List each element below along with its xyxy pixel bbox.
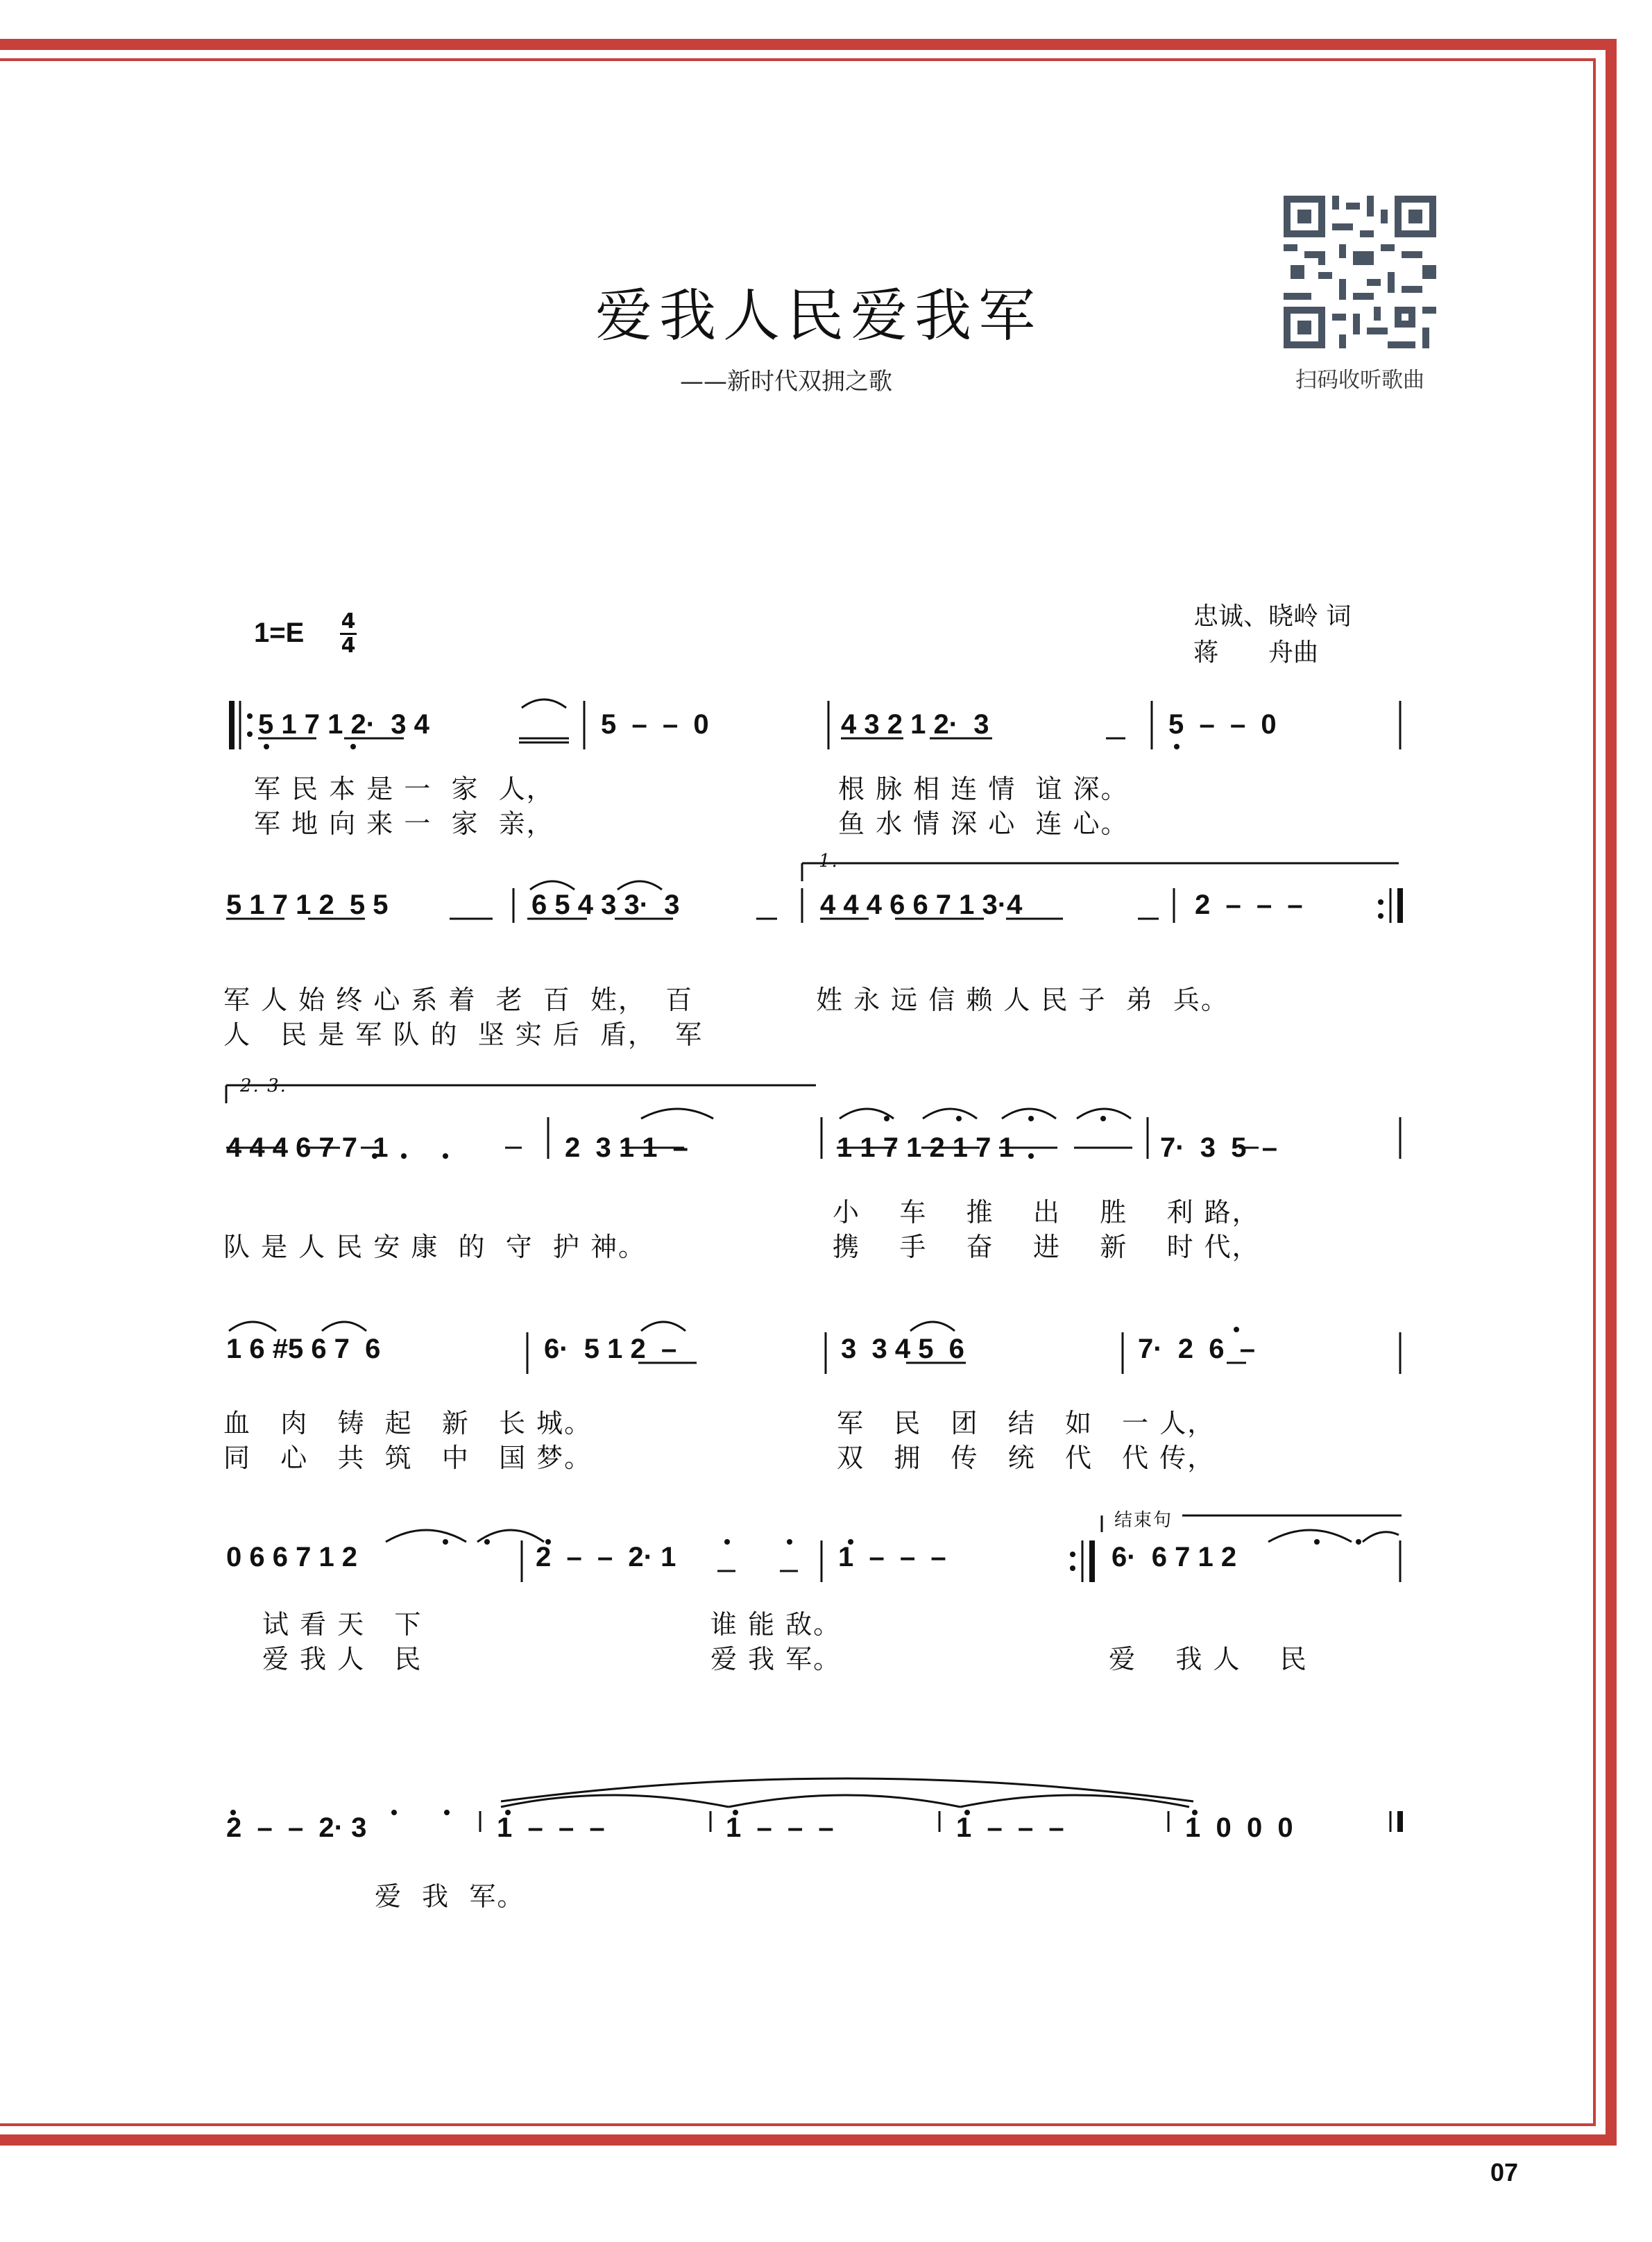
lyric-line: 同 心 共 筑 中 国 梦。 [223,1443,593,1473]
measure: 6· 5 1 2 – [544,1334,677,1364]
measure: 1 – – – [956,1812,1064,1843]
ending-label: 结束句 [1114,1510,1173,1531]
lyric-line: 双 拥 传 统 代 代 传， [837,1443,1216,1473]
page-number: 07 [1490,2158,1519,2186]
lyric-line: 军 民 团 结 如 一 人， [837,1408,1216,1438]
lyric-line: 小 车 推 出 胜 利 路， [833,1197,1260,1228]
lyric-line: 军 人 始 终 心 系 着 老 百 姓， 百 [223,985,694,1015]
measure: 2 – – 2· 1 [536,1542,676,1572]
qr-caption: 扫码收听歌曲 [1295,368,1424,393]
time-signature [339,611,358,657]
volta-label: 2. 3. [240,1076,287,1096]
lyric-line: 队 是 人 民 安 康 的 守 护 神。 [223,1232,646,1262]
measure: 5 – – 0 [1168,709,1277,740]
lyricist-credit: 忠诚、晓岭 词 [1193,602,1352,631]
lyric-line: 根 脉 相 连 情 谊 深。 [838,774,1129,804]
time-signature-top: 4 [341,609,356,634]
measure: 7· 3 5 – [1160,1132,1277,1163]
measure: 1 – – – [726,1812,834,1843]
measure: 5 – – 0 [601,709,709,740]
barlines [0,694,1652,770]
composer-credit: 蒋 舟曲 [1193,638,1319,667]
song-subtitle: ——新时代双拥之歌 [680,368,892,396]
lyric-line: 姓 永 远 信 赖 人 民 子 弟 兵。 [816,985,1229,1015]
measure: 3 3 4 5 6 [841,1334,964,1364]
measure: 7· 2 6 – [1138,1334,1255,1364]
lyric-line: 爱 我 人 民 [1109,1644,1308,1674]
lyric-line: 鱼 水 情 深 心 连 心。 [838,808,1129,839]
measure: 2 – – – [1195,890,1303,920]
measure: 4 4 4 6 6 7 1 3·4 [820,890,1023,920]
measure: 6 5 4 3 3· 3 [531,890,680,920]
lyric-line: 人 民 是 军 队 的 坚 实 后 盾， 军 [223,1019,704,1050]
lyric-line: 爱 我 军。 [375,1881,525,1912]
measure: 5 1 7 1 2· 3 4 [258,709,429,740]
qr-code-icon [1284,196,1436,348]
lyric-line: 血 肉 铸 起 新 长 城。 [223,1408,593,1438]
measure: 5 1 7 1 2 5 5 [226,890,389,920]
lyric-line: 谁 能 敌。 [710,1609,842,1640]
lyric-line: 爱 我 军。 [710,1644,842,1674]
measure: 1 – – – [838,1542,946,1572]
lyric-line: 军 民 本 是 一 家 人， [254,774,554,804]
measure: 0 6 6 7 1 2 [226,1542,358,1572]
key-signature: 1=E [254,618,305,648]
measure: 6· 6 7 1 2 [1112,1542,1237,1572]
measure: 1 6 #5 6 7 6 [226,1334,381,1364]
time-signature-bottom: 4 [341,634,356,658]
lyric-line: 试 看 天 下 [262,1609,423,1640]
measure: 1 – – – [497,1812,605,1843]
measure: 2 3 1 1 – [565,1132,688,1163]
measure: 4 4 4 6 7 7 1 [226,1132,389,1163]
measure: 4 3 2 1 2· 3 [841,709,989,740]
measure: 1 0 0 0 [1185,1812,1293,1843]
lyric-line: 爱 我 人 民 [262,1644,423,1674]
measure: 1 1 7 1 2 1 7 1 [837,1132,1014,1163]
lyric-line: 军 地 向 来 一 家 亲， [254,808,554,839]
lyric-line: 携 手 奋 进 新 时 代， [833,1232,1260,1262]
song-title: 爱我人民爱我军 [595,283,1042,349]
measure: 2 – – 2· 3 [226,1812,367,1843]
volta-label: 1. [819,851,839,872]
